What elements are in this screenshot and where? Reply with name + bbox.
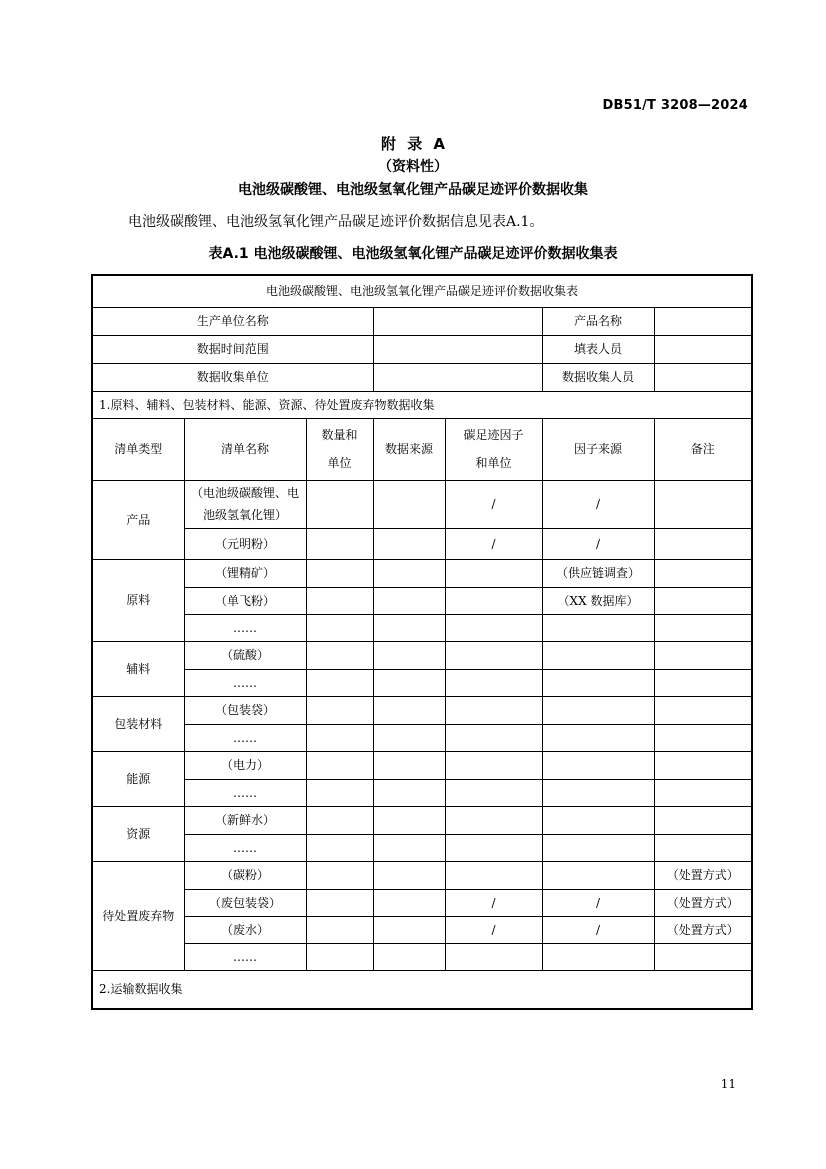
slash-mark: / [445,889,542,916]
slash-mark: / [542,889,654,916]
factor-source-xx-db: （XX 数据库） [542,587,654,614]
item-raw-1: （锂精矿） [184,559,306,587]
item-product-line1: （电池级碳酸锂、电 [190,486,299,500]
standard-code: DB51/T 3208—2024 [602,98,748,113]
item-product-main [184,480,306,528]
remark-disposal: （处置方式） [654,889,752,916]
section1-heading: 1.原料、辅料、包装材料、能源、资源、待处置废弃物数据收集 [92,391,752,418]
group-pack: 包装材料 [92,696,184,751]
remark-disposal: （处置方式） [654,916,752,943]
filler-value[interactable] [654,335,752,363]
item-raw-2: （单飞粉） [184,587,306,614]
slash-mark: / [445,916,542,943]
group-product: 产品 [92,480,184,559]
group-resource: 资源 [92,806,184,861]
filler-label: 填表人员 [542,335,654,363]
col-source-header: 数据来源 [373,418,445,480]
appendix-subtitle: （资料性） [378,159,448,175]
col-factor-source-header: 因子来源 [542,418,654,480]
product-name-label: 产品名称 [542,307,654,335]
item-energy-1: （电力） [184,751,306,779]
item-pack-1: （包装袋） [184,696,306,724]
slash-mark: / [445,528,542,559]
intro-paragraph: 电池级碳酸锂、电池级氢氧化锂产品碳足迹评价数据信息见表A.1。 [128,214,544,230]
item-ellipsis: …… [184,834,306,861]
table-caption: 表A.1 电池级碳酸锂、电池级氢氧化锂产品碳足迹评价数据收集表 [208,246,618,262]
slash-mark: / [542,528,654,559]
item-product-line2: 池级氢氧化锂） [202,508,287,522]
col-qty-header [306,418,373,480]
col-name-header: 清单名称 [184,418,306,480]
group-waste: 待处置废弃物 [92,861,184,970]
item-aux-1: （硫酸） [184,641,306,669]
section2-heading: 2.运输数据收集 [92,970,752,1009]
collector-person-label: 数据收集人员 [542,363,654,391]
item-waste-1: （碳粉） [184,861,306,889]
col-factor-line2: 和单位 [475,456,512,470]
time-range-label: 数据时间范围 [92,335,373,363]
group-aux: 辅料 [92,641,184,696]
col-qty-line1: 数量和 [321,428,358,442]
item-ellipsis: …… [184,724,306,751]
remark-disposal: （处置方式） [654,861,752,889]
col-qty-line2: 单位 [327,456,352,470]
slash-mark: / [542,480,654,528]
item-ellipsis: …… [184,614,306,641]
table-title: 电池级碳酸锂、电池级氢氧化锂产品碳足迹评价数据收集表 [92,275,752,307]
collector-person-value[interactable] [654,363,752,391]
slash-mark: / [445,480,542,528]
producer-label: 生产单位名称 [92,307,373,335]
item-ellipsis: …… [184,943,306,970]
producer-value[interactable] [373,307,542,335]
col-factor-line1: 碳足迹因子 [463,428,524,442]
item-waste-3: （废水） [184,916,306,943]
col-factor-header [445,418,542,480]
collector-unit-value[interactable] [373,363,542,391]
appendix-heading: 电池级碳酸锂、电池级氢氧化锂产品碳足迹评价数据收集 [238,182,588,198]
group-energy: 能源 [92,751,184,806]
col-remark-header: 备注 [654,418,752,480]
factor-source-supply-chain: （供应链调查） [542,559,654,587]
page-number: 11 [720,1077,736,1091]
item-byproduct: （元明粉） [184,528,306,559]
product-name-value[interactable] [654,307,752,335]
slash-mark: / [542,916,654,943]
item-ellipsis: …… [184,779,306,806]
group-raw: 原料 [92,559,184,641]
appendix-title: 附 录 A [380,135,446,153]
col-type-header: 清单类型 [92,418,184,480]
time-range-value[interactable] [373,335,542,363]
collector-unit-label: 数据收集单位 [92,363,373,391]
item-resource-1: （新鲜水） [184,806,306,834]
item-waste-2: （废包装袋） [184,889,306,916]
data-collection-table [91,274,753,1010]
item-ellipsis: …… [184,669,306,696]
